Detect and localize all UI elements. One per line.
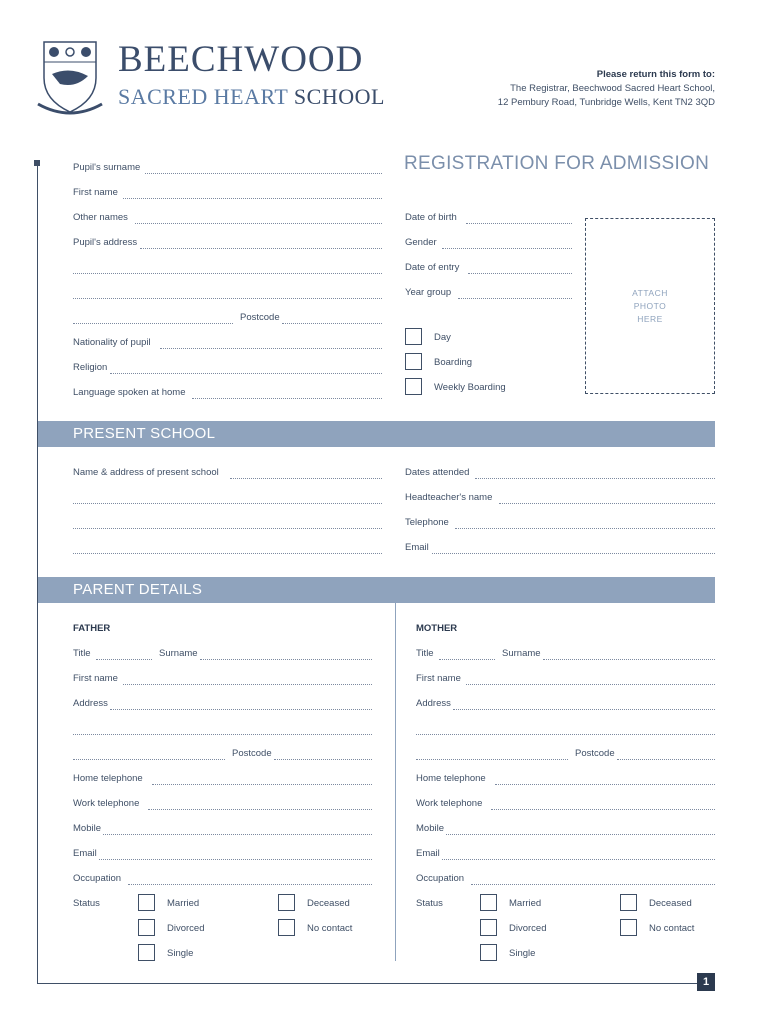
father-surname-label: Surname (159, 648, 198, 659)
mother-address-label: Address (416, 698, 451, 709)
father-postcode-field[interactable] (274, 759, 372, 760)
mother-deceased-checkbox[interactable] (620, 894, 637, 911)
headteacher-field[interactable] (499, 503, 715, 504)
father-divorced-label: Divorced (167, 923, 205, 934)
father-no-contact-label: No contact (307, 923, 353, 934)
date-of-entry-label: Date of entry (405, 262, 460, 273)
school-crest-icon (36, 38, 104, 120)
headteacher-label: Headteacher's name (405, 492, 493, 503)
photo-line1: ATTACH (632, 288, 668, 298)
mother-surname-field[interactable] (543, 659, 715, 660)
photo-box-text (586, 287, 714, 326)
mother-married-checkbox[interactable] (480, 894, 497, 911)
mother-email-field[interactable] (442, 859, 715, 860)
father-address-label: Address (73, 698, 108, 709)
dob-field[interactable] (466, 223, 572, 224)
school-name-sacred-heart: SACRED HEART (118, 84, 288, 109)
father-deceased-label: Deceased (307, 898, 350, 909)
present-school-address-3[interactable] (73, 528, 382, 529)
father-first-name-label: First name (73, 673, 118, 684)
dates-attended-label: Dates attended (405, 467, 470, 478)
father-surname-field[interactable] (200, 659, 372, 660)
mother-title-label: Title (416, 648, 434, 659)
page-number: 1 (697, 973, 715, 991)
school-email-field[interactable] (432, 553, 715, 554)
gender-field[interactable] (442, 248, 572, 249)
gender-label: Gender (405, 237, 437, 248)
pupil-address-field-4[interactable] (73, 323, 233, 324)
mother-postcode-field[interactable] (617, 759, 715, 760)
pupil-postcode-label: Postcode (240, 312, 280, 323)
pupil-postcode-field[interactable] (282, 323, 382, 324)
pupil-surname-field[interactable] (145, 173, 382, 174)
mother-first-name-field[interactable] (466, 684, 715, 685)
pupil-surname-label: Pupil's surname (73, 162, 141, 173)
form-title: REGISTRATION FOR ADMISSION (404, 153, 710, 174)
photo-box[interactable] (585, 218, 715, 394)
father-email-label: Email (73, 848, 97, 859)
father-mobile-field[interactable] (103, 834, 372, 835)
religion-label: Religion (73, 362, 108, 373)
mother-occupation-label: Occupation (416, 873, 465, 884)
boarding-checkbox[interactable] (405, 353, 422, 370)
father-single-checkbox[interactable] (138, 944, 155, 961)
present-school-band (38, 421, 715, 447)
mother-surname-label: Surname (502, 648, 541, 659)
present-school-name-label: Name & address of present school (73, 467, 219, 478)
father-address-field-1[interactable] (110, 709, 372, 710)
photo-line3: HERE (637, 314, 663, 324)
father-postcode-label: Postcode (232, 748, 272, 759)
father-no-contact-checkbox[interactable] (278, 919, 295, 936)
date-of-entry-field[interactable] (468, 273, 572, 274)
school-name-school: SCHOOL (293, 84, 385, 109)
parent-details-band (38, 577, 715, 603)
mother-status-label: Status (416, 898, 443, 909)
page-border-line (37, 162, 38, 984)
dates-attended-field[interactable] (475, 478, 715, 479)
father-married-label: Married (167, 898, 200, 909)
mother-title-field[interactable] (439, 659, 495, 660)
present-school-address-2[interactable] (73, 503, 382, 504)
mother-email-label: Email (416, 848, 440, 859)
mother-postcode-label: Postcode (575, 748, 615, 759)
pupil-address-field-1[interactable] (140, 248, 382, 249)
mother-divorced-checkbox[interactable] (480, 919, 497, 936)
father-single-label: Single (167, 948, 194, 959)
father-divorced-checkbox[interactable] (138, 919, 155, 936)
return-title: Please return this form to: (596, 69, 715, 80)
first-name-field[interactable] (123, 198, 382, 199)
school-name-line1: BEECHWOOD (118, 39, 364, 80)
day-checkbox[interactable] (405, 328, 422, 345)
language-field[interactable] (192, 398, 382, 399)
pupil-address-field-2[interactable] (73, 273, 382, 274)
other-names-label: Other names (73, 212, 128, 223)
father-title-label: Title (73, 648, 91, 659)
weekly-boarding-label: Weekly Boarding (434, 382, 506, 393)
father-address-field-2[interactable] (73, 734, 372, 735)
father-mobile-label: Mobile (73, 823, 101, 834)
first-name-label: First name (73, 187, 118, 198)
day-label: Day (434, 332, 451, 343)
return-address (498, 68, 715, 110)
boarding-label: Boarding (434, 357, 473, 368)
mother-home-tel-field[interactable] (495, 784, 715, 785)
weekly-boarding-checkbox[interactable] (405, 378, 422, 395)
mother-deceased-label: Deceased (649, 898, 692, 909)
dob-label: Date of birth (405, 212, 457, 223)
father-occupation-label: Occupation (73, 873, 122, 884)
father-work-tel-field[interactable] (148, 809, 372, 810)
mother-address-field-1[interactable] (453, 709, 715, 710)
mother-single-checkbox[interactable] (480, 944, 497, 961)
father-home-tel-label: Home telephone (73, 773, 143, 784)
pupil-address-label: Pupil's address (73, 237, 138, 248)
mother-first-name-label: First name (416, 673, 461, 684)
father-status-label: Status (73, 898, 100, 909)
mother-home-tel-label: Home telephone (416, 773, 486, 784)
school-telephone-label: Telephone (405, 517, 449, 528)
mother-single-label: Single (509, 948, 536, 959)
mother-address-field-2[interactable] (416, 734, 715, 735)
border-marker (34, 160, 40, 166)
father-email-field[interactable] (99, 859, 372, 860)
parent-divider (395, 603, 396, 961)
school-telephone-field[interactable] (455, 528, 715, 529)
school-email-label: Email (405, 542, 429, 553)
language-label: Language spoken at home (73, 387, 186, 398)
nationality-label: Nationality of pupil (73, 337, 151, 348)
present-school-address-4[interactable] (73, 553, 382, 554)
mother-address-field-3[interactable] (416, 759, 568, 760)
father-title-field[interactable] (96, 659, 152, 660)
nationality-field[interactable] (160, 348, 382, 349)
father-married-checkbox[interactable] (138, 894, 155, 911)
year-group-field[interactable] (458, 298, 572, 299)
school-name-line2 (118, 84, 385, 110)
parent-details-heading: PARENT DETAILS (73, 581, 203, 598)
father-heading: FATHER (73, 623, 111, 634)
mother-occupation-field[interactable] (471, 884, 715, 885)
father-occupation-field[interactable] (128, 884, 372, 885)
return-line2: 12 Pembury Road, Tunbridge Wells, Kent TN2 3QD (497, 97, 715, 108)
mother-mobile-field[interactable] (446, 834, 715, 835)
present-school-name-field[interactable] (230, 478, 382, 479)
page-border-bottom (37, 983, 697, 984)
mother-divorced-label: Divorced (509, 923, 547, 934)
present-school-heading: PRESENT SCHOOL (73, 425, 216, 442)
pupil-address-field-3[interactable] (73, 298, 382, 299)
return-line1: The Registrar, Beechwood Sacred Heart School, (510, 83, 715, 94)
religion-field[interactable] (110, 373, 382, 374)
father-work-tel-label: Work telephone (73, 798, 140, 809)
father-deceased-checkbox[interactable] (278, 894, 295, 911)
mother-heading: MOTHER (416, 623, 458, 634)
mother-married-label: Married (509, 898, 542, 909)
mother-no-contact-label: No contact (649, 923, 695, 934)
other-names-field[interactable] (135, 223, 382, 224)
mother-work-tel-label: Work telephone (416, 798, 483, 809)
photo-line2: PHOTO (633, 301, 667, 311)
father-address-field-3[interactable] (73, 759, 225, 760)
mother-work-tel-field[interactable] (491, 809, 715, 810)
mother-mobile-label: Mobile (416, 823, 444, 834)
father-home-tel-field[interactable] (152, 784, 372, 785)
year-group-label: Year group (405, 287, 452, 298)
mother-no-contact-checkbox[interactable] (620, 919, 637, 936)
father-first-name-field[interactable] (123, 684, 372, 685)
